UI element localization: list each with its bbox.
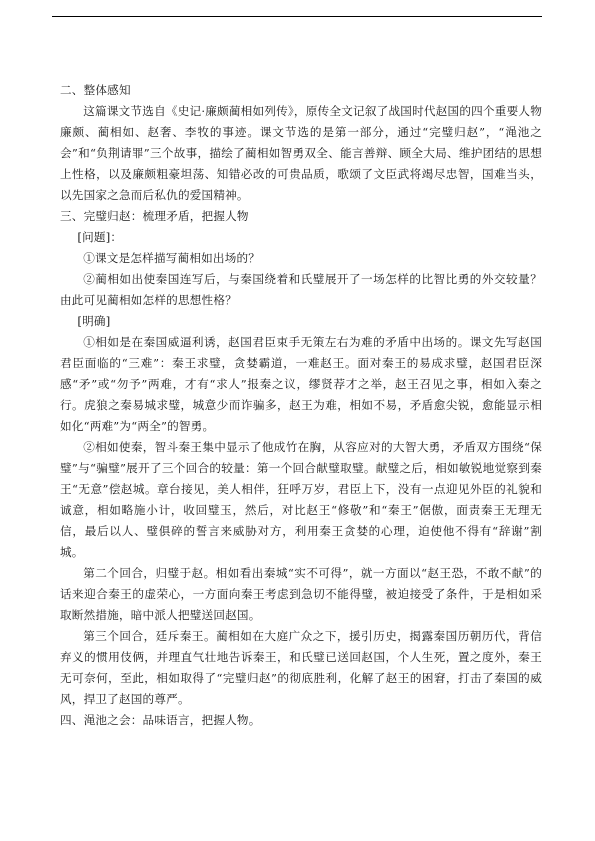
answer-4: 第三个回合，廷斥秦王。蔺相如在大庭广众之下，援引历史，揭露秦国历朝历代，背信弃义的惯用伎俩，并理直气壮地告诉秦王，和氏璧已送回赵国，个人生死，置之度外，秦王无可奈何，至此，相如取得了“完璧归赵”的彻底胜利，化解了赵王的困窘，打击了秦国的威风，捍卫了赵国的尊严。 — [60, 629, 542, 706]
question-label: [问题]： — [77, 230, 123, 244]
section-3-heading: 三、完璧归赵：梳理矛盾，把握人物 — [60, 209, 249, 223]
answer-2: ②相如使秦，智斗秦王集中显示了他成竹在胸，从容应对的大智大勇，矛盾双方围绕“保璧”与“骗璧”展开了三个回合的较量：第一个回合献璧取璧。献璧之后，相如敏锐地觉察到秦王“无意”偿赵城。章台接见，美人相伴，狂呼万岁，君臣上下，没有一点迎见外臣的礼貌和诚意，相如略施小计，收回璧玉，然后，对比赵王“修敬”和“秦王”倨傲，面责秦王无理无信，最后以人、璧俱碎的誓言来威胁对方，利用秦王贪婪的心理，迫使他不得有“辞谢”割城。 — [60, 440, 542, 559]
header-rule — [52, 16, 542, 17]
question-2: ②蔺相如出使秦国连写后，与秦国绕着和氏璧展开了一场怎样的比智比勇的外交较量？由此可见蔺相如怎样的思想性格？ — [60, 272, 542, 307]
question-1: ①课文是怎样描写蔺相如出场的？ — [83, 251, 261, 265]
answer-1: ①相如是在秦国威逼利诱，赵国君臣束手无策左右为难的矛盾中出场的。课文先写赵国君臣面临的“三难”：秦王求璧，贪婪霸道，一难赵王。面对秦王的易成求璧，赵国君臣深感“矛”或“勿予”两难，才有“求人”报秦之议，缪贤荐才之举，赵王召见之事，相如入秦之行。虎狼之秦易城求璧，城意少而诈骗多，赵王为难，相如不易，矛盾愈尖锐，愈能显示相如化“两难”为“两全”的智勇。 — [60, 335, 542, 433]
section-2-heading: 二、整体感知 — [60, 83, 131, 97]
answer-label: [明确] — [77, 314, 111, 328]
document-body — [60, 80, 542, 731]
section-4-heading: 四、渑池之会：品味语言，把握人物。 — [60, 713, 261, 727]
section-2-paragraph: 这篇课文节选自《史记·廉颇蔺相如列传》，原传全文记叙了战国时代赵国的四个重要人物廉颇、蔺相如、赵奢、李牧的事迹。课文节选的是第一部分，通过“完璧归赵”，“渑池之会”和“负荆请罪”三个故事，描绘了蔺相如智勇双全、能言善辩、顾全大局、维护团结的思想上性格，以及廉颇粗豪坦荡、知错必改的可贵品质，歌颂了文臣武将竭尽忠智，国难当头，以先国家之急而后私仇的爱国精神。 — [60, 104, 542, 202]
answer-3: 第二个回合，归璧于赵。相如看出秦城“实不可得”，就一方面以“赵王恐，不敢不献”的话来迎合秦王的虚荣心，一方面向秦王考虑到急切不能得璧，被迫接受了条件，于是相如采取断然措施，暗中派人把璧送回赵国。 — [60, 566, 542, 622]
